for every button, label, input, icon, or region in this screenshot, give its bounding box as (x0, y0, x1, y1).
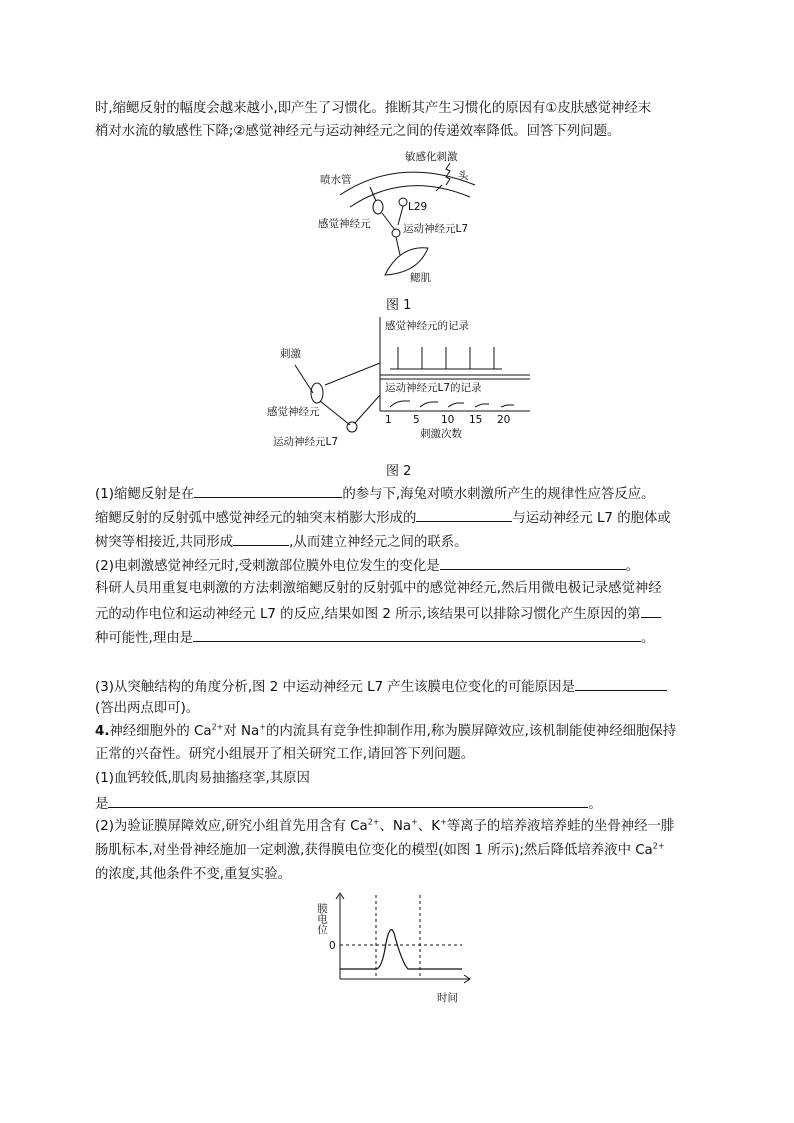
fig2-tick-15: 15 (469, 414, 483, 426)
q4-p2h: 肠肌标本,对坐骨神经施加一定刺激,获得膜电位变化的模型(如图 1 所示);然后降低培养液中 Ca (95, 843, 653, 858)
q3-line-9: (答出两点即可)。 (95, 701, 200, 716)
answer-blank-7[interactable] (575, 676, 667, 691)
figure-1-diagram (300, 145, 500, 295)
fig2-stim-label: 刺激 (280, 348, 301, 360)
q4-p1b: 是 (95, 797, 109, 812)
q3-p2b: 。 (625, 559, 639, 574)
membrane-potential-graph (312, 893, 482, 1008)
answer-blank-4[interactable] (440, 555, 626, 570)
q3-line-5: 科研人员用重复电刺激的方法刺激缩鳃反射的反射弧中的感觉神经元,然后用微电极记录感觉神经 (95, 581, 662, 596)
graph-ylabel: 膜电位 (316, 903, 328, 935)
q4-p2f: + (439, 817, 447, 827)
fig1-stimulus-zigzag (446, 163, 450, 185)
q3-line-2 (95, 507, 671, 529)
fig2-sensory-axon (320, 401, 350, 425)
fig2-stim-electrode (295, 365, 313, 393)
q3-line-3 (95, 531, 468, 553)
q4-number: 4. (95, 724, 110, 739)
fig2-tick-1: 1 (385, 414, 392, 426)
q4-l1d: 对 Na (223, 724, 260, 739)
q4-line-1 (95, 722, 676, 742)
q3-line-1 (95, 483, 655, 505)
fig1-gill-label: 鳃肌 (410, 272, 431, 284)
q3-line-8 (95, 676, 667, 698)
fig2-tick-5: 5 (413, 414, 420, 426)
q3-line-7 (95, 627, 654, 649)
fig2-record-lead-top (325, 363, 380, 385)
q3-line-6 (95, 603, 661, 625)
q4-l1c: 2+ (211, 722, 224, 732)
fig1-head-label: 头 (458, 170, 469, 182)
graph-xlabel: 时间 (437, 992, 458, 1004)
q4-line-4 (95, 793, 602, 815)
q3-p2d: 元的动作电位和运动神经元 L7 的反应,结果如图 2 所示,该结果可以排除习惯化产生原因的第 (95, 607, 641, 622)
fig2-record-lead-bottom (355, 395, 380, 423)
q3-p1a: (1)缩鳃反射是在 (95, 487, 195, 502)
q4-l1f: 的内流具有竞争性抑制作用,称为膜屏障效应,该机制能使神经细胞保持 (265, 724, 677, 739)
q4-l1b: 神经细胞外的 Ca (109, 724, 212, 739)
q4-p1c: 。 (588, 797, 602, 812)
q3-p1b: 的参与下,海兔对喷水刺激所产生的规律性应答反应。 (342, 487, 655, 502)
graph-potential-curve (340, 930, 462, 969)
fig2-motor-label: 运动神经元L7 (273, 436, 339, 448)
q4-line-5 (95, 817, 674, 837)
q3-p3a: (3)从突触结构的角度分析,图 2 中运动神经元 L7 产生该膜电位变化的可能原因是 (95, 680, 575, 695)
fig2-record-top-label: 感觉神经元的记录 (385, 320, 469, 332)
fig1-sensory-cell (373, 200, 383, 214)
intro-line-1: 时,缩鳃反射的幅度会越来越小,即产生了习惯化。推断其产生习惯化的原因有①皮肤感觉神经末 (95, 101, 652, 116)
figure-2-caption: 图 2 (386, 464, 412, 479)
q3-p2a: (2)电刺激感觉神经元时,受刺激部位膜外电位发生的变化是 (95, 559, 440, 574)
q4-l1e: + (259, 722, 266, 732)
q3-p1e: 树突等相接近,共同形成 (95, 535, 234, 550)
fig2-motor-cell (347, 422, 357, 432)
answer-blank-1[interactable] (194, 483, 342, 498)
fig1-sensory-label: 感觉神经元 (318, 218, 371, 230)
figure-1-caption: 图 1 (386, 298, 412, 313)
q3-p2e: 种可能性,理由是 (95, 631, 193, 646)
answer-blank-8[interactable] (108, 793, 588, 808)
fig2-sensory-label: 感觉神经元 (267, 406, 320, 418)
fig2-motor-response-1 (390, 401, 410, 407)
fig1-motor-label: 运动神经元L7 (403, 223, 469, 235)
fig2-record-bottom-label: 运动神经元L7的记录 (385, 382, 482, 394)
q4-p2e: 、K (417, 819, 440, 834)
fig1-l29-label: L29 (408, 201, 428, 213)
fig2-tick-20: 20 (497, 414, 511, 426)
answer-blank-2[interactable] (416, 507, 512, 522)
fig2-motor-response-3 (448, 403, 464, 407)
fig2-motor-response-4 (475, 404, 489, 407)
fig2-tick-10: 10 (441, 414, 455, 426)
answer-blank-5[interactable] (641, 603, 661, 618)
fig2-motor-response-2 (420, 402, 438, 407)
fig1-gill-muscle (385, 248, 428, 275)
q3-p1c: 缩鳃反射的反射弧中感觉神经元的轴突末梢膨大形成的 (95, 511, 417, 526)
q4-line-3: (1)血钙较低,肌肉易抽搐痉挛,其原因 (95, 771, 310, 786)
q3-line-4 (95, 555, 639, 577)
fig1-stimulus-label: 敏感化刺激 (405, 151, 458, 163)
q4-p2a: (2)为验证膜屏障效应,研究小组首先用含有 Ca (95, 819, 368, 834)
fig2-xlabel: 刺激次数 (420, 428, 462, 440)
q4-p2i: 2+ (652, 841, 665, 851)
fig2-motor-response-5 (501, 405, 514, 407)
fig1-l29-cell (399, 198, 407, 206)
q4-line-2: 正常的兴奋性。研究小组展开了相关研究工作,请回答下列问题。 (95, 747, 475, 762)
q4-line-6 (95, 841, 665, 861)
q4-p2c: 、Na (379, 819, 412, 834)
fig2-sensory-spikes (390, 347, 502, 369)
q4-line-7: 的浓度,其他条件不变,重复实验。 (95, 867, 291, 882)
q4-p2g: 等离子的培养液培养蛙的坐骨神经一腓 (446, 819, 675, 834)
figure-2-diagram (255, 315, 535, 455)
q4-p2d: + (411, 817, 418, 827)
q4-p2b: 2+ (367, 817, 380, 827)
graph-zero-label: 0 (329, 940, 336, 952)
fig1-siphon-label: 喷水管 (320, 174, 352, 186)
fig1-motor-cell (392, 229, 400, 237)
q3-p2f: 。 (641, 631, 655, 646)
q3-p1f: ,从而建立神经元之间的联系。 (289, 535, 468, 550)
answer-blank-6[interactable] (193, 627, 641, 642)
answer-blank-3[interactable] (233, 531, 289, 546)
fig1-motor-axon (396, 237, 400, 255)
intro-line-2: 梢对水流的敏感性下降;②感觉神经元与运动神经元之间的传递效率降低。回答下列问题。 (95, 124, 621, 139)
q3-p1d: 与运动神经元 L7 的胞体或 (512, 511, 671, 526)
